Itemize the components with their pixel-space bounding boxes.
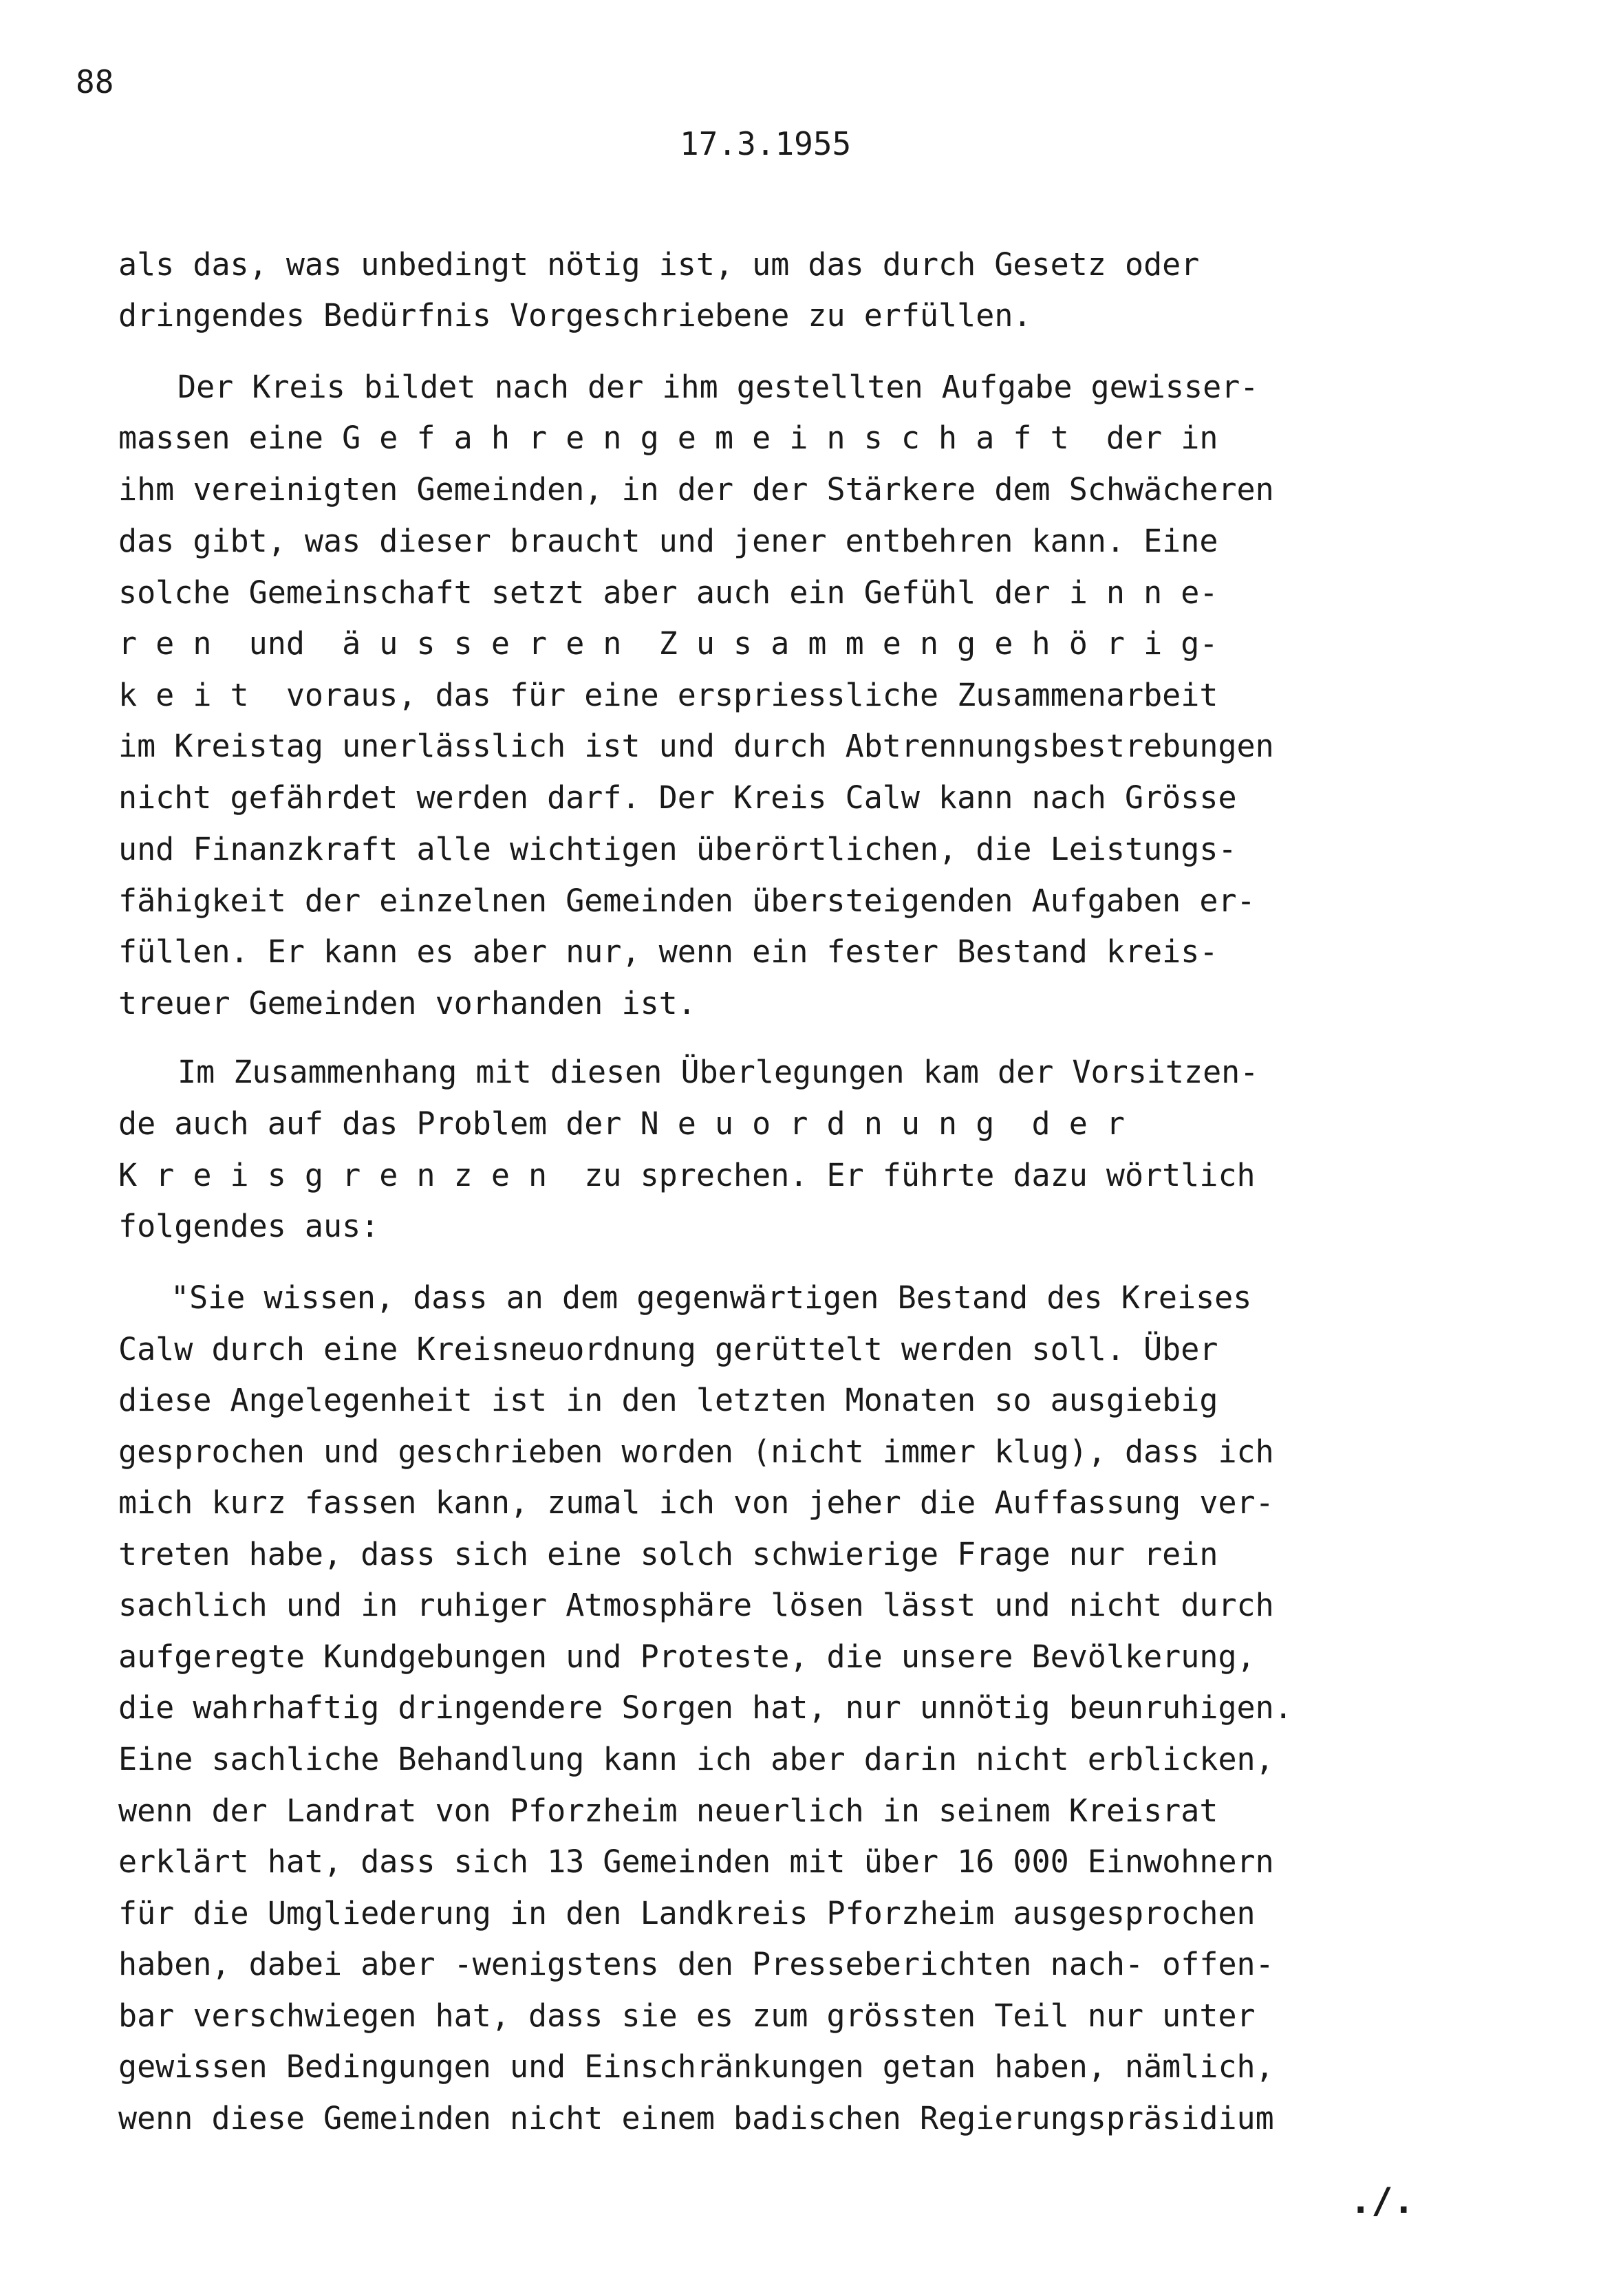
text-line: und Finanzkraft alle wichtigen überörtlichen, die Leistungs- xyxy=(118,831,1237,867)
text-line: folgendes aus: xyxy=(118,1208,380,1244)
text-line: treuer Gemeinden vorhanden ist. xyxy=(118,985,696,1021)
text-line: "Sie wissen, dass an dem gegenwärtigen Bestand des Kreises xyxy=(171,1279,1252,1316)
text-line: r e n und ä u s s e r e n Z u s a m m e n g e h ö r i g- xyxy=(118,625,1218,662)
text-line: ihm vereinigten Gemeinden, in der der Stärkere dem Schwächeren xyxy=(118,471,1274,508)
text-line: Der Kreis bildet nach der ihm gestellten Aufgabe gewisser- xyxy=(177,369,1259,405)
text-line: wenn der Landrat von Pforzheim neuerlich in seinem Kreisrat xyxy=(118,1793,1218,1829)
text-line: aufgeregte Kundgebungen und Proteste, die unsere Bevölkerung, xyxy=(118,1638,1256,1675)
text-line: gesprochen und geschrieben worden (nicht immer klug), dass ich xyxy=(118,1433,1274,1470)
text-line: K r e i s g r e n z e n zu sprechen. Er führte dazu wörtlich xyxy=(118,1157,1256,1193)
page-date: 17.3.1955 xyxy=(680,125,852,162)
text-line: die wahrhaftig dringendere Sorgen hat, nur unnötig beunruhigen. xyxy=(118,1689,1293,1726)
text-line: gewissen Bedingungen und Einschränkungen getan haben, nämlich, xyxy=(118,2048,1274,2085)
text-line: für die Umgliederung in den Landkreis Pforzheim ausgesprochen xyxy=(118,1895,1256,1931)
text-line: im Kreistag unerlässlich ist und durch Abtrennungsbestrebungen xyxy=(118,728,1274,764)
text-line: füllen. Er kann es aber nur, wenn ein fester Bestand kreis- xyxy=(118,933,1218,970)
text-line: de auch auf das Problem der N e u o r d n u n g d e r xyxy=(118,1105,1125,1142)
text-line: bar verschwiegen hat, dass sie es zum grössten Teil nur unter xyxy=(118,1997,1256,2034)
text-line: diese Angelegenheit ist in den letzten Monaten so ausgiebig xyxy=(118,1382,1218,1418)
text-line: haben, dabei aber -wenigstens den Presseberichten nach- offen- xyxy=(118,1946,1274,1982)
text-line: dringendes Bedürfnis Vorgeschriebene zu erfüllen. xyxy=(118,297,1032,334)
text-line: als das, was unbedingt nötig ist, um das durch Gesetz oder xyxy=(118,246,1200,283)
text-line: nicht gefährdet werden darf. Der Kreis Calw kann nach Grösse xyxy=(118,779,1237,816)
text-line: erklärt hat, dass sich 13 Gemeinden mit über 16 000 Einwohnern xyxy=(118,1843,1274,1880)
text-line: das gibt, was dieser braucht und jener entbehren kann. Eine xyxy=(118,523,1218,559)
text-line: treten habe, dass sich eine solch schwierige Frage nur rein xyxy=(118,1536,1218,1572)
page-number: 88 xyxy=(76,63,114,100)
text-line: fähigkeit der einzelnen Gemeinden übersteigenden Aufgaben er- xyxy=(118,882,1256,919)
text-line: mich kurz fassen kann, zumal ich von jeher die Auffassung ver- xyxy=(118,1484,1274,1521)
text-line: Im Zusammenhang mit diesen Überlegungen kam der Vorsitzen- xyxy=(177,1054,1259,1090)
text-line: wenn diese Gemeinden nicht einem badischen Regierungspräsidium xyxy=(118,2100,1274,2136)
text-line: sachlich und in ruhiger Atmosphäre lösen lässt und nicht durch xyxy=(118,1587,1274,1623)
text-line: Calw durch eine Kreisneuordnung gerüttelt werden soll. Über xyxy=(118,1331,1218,1367)
text-line: k e i t voraus, das für eine erspriessliche Zusammenarbeit xyxy=(118,677,1218,713)
text-line: solche Gemeinschaft setzt aber auch ein Gefühl der i n n e- xyxy=(118,574,1218,611)
text-line: Eine sachliche Behandlung kann ich aber darin nicht erblicken, xyxy=(118,1741,1274,1777)
text-line: massen eine G e f a h r e n g e m e i n s c h a f t der in xyxy=(118,420,1218,456)
continuation-mark: ./. xyxy=(1350,2180,1414,2222)
